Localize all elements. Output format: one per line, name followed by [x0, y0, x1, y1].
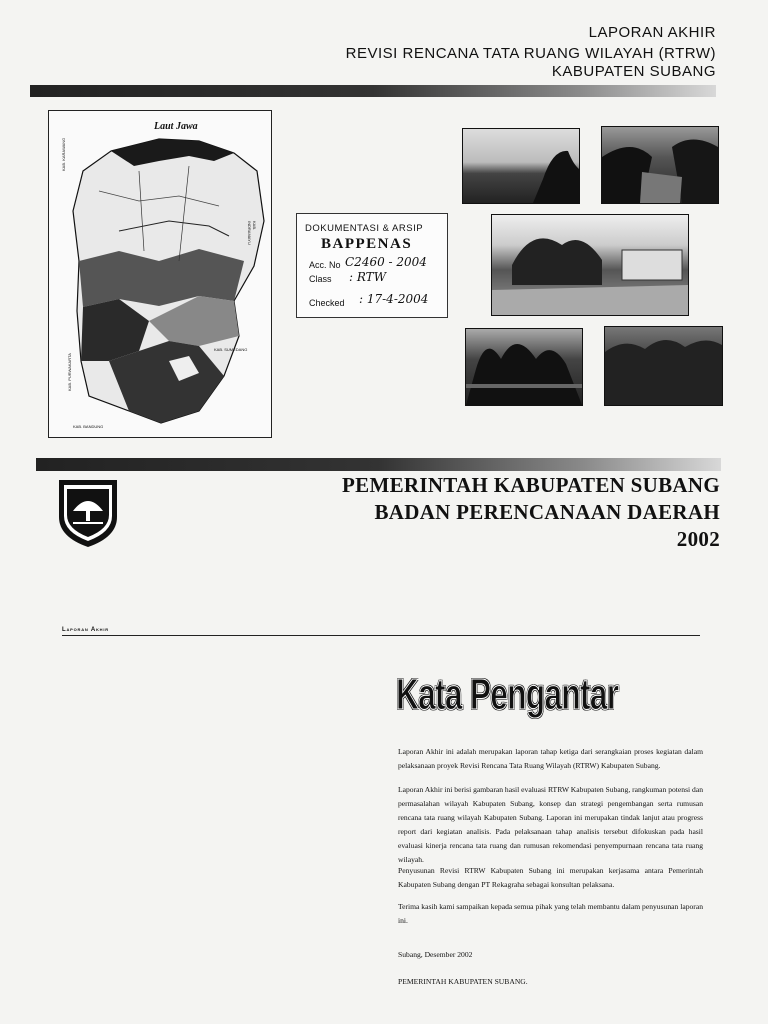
photo-beach: [462, 128, 580, 204]
intro-paragraph-4: Terima kasih kami sampaikan kepada semua pihak yang telah membantu dalam penyusunan laporan ini.: [398, 902, 703, 925]
photo-beach-graphic: [463, 129, 579, 203]
signoff: PEMERINTAH KABUPATEN SUBANG.: [398, 977, 528, 986]
map-label-indramayu: KAB. INDRAMAYU: [247, 221, 257, 245]
stamp-acc-value: C2460 - 2004: [345, 255, 427, 269]
photo-building-graphic: [492, 215, 688, 315]
emblem-shield-icon: [55, 477, 121, 549]
photo-river-graphic: [602, 127, 718, 203]
middle-divider-bar: [36, 458, 721, 471]
stamp-acc-label: Acc. No: [309, 260, 341, 270]
gov-title: PEMERINTAH KABUPATEN SUBANG: [342, 473, 720, 497]
intro-paragraph-1: Laporan Akhir ini adalah merupakan laporan tahap ketiga dari serangkaian proses kegiatan dalam pelaksanaan proyek Revisi Rencana Tata Ruang Wilayah (RTRW) Kabupaten Subang.: [398, 747, 703, 770]
running-header: Laporan Akhir: [62, 627, 109, 633]
stamp-title: DOKUMENTASI & ARSIP: [305, 223, 424, 234]
report-title: REVISI RENCANA TATA RUANG WILAYAH (RTRW): [345, 45, 716, 62]
intro-paragraph-2: Laporan Akhir ini berisi gambaran hasil evaluasi RTRW Kabupaten Subang, rangkuman potensi dan permasalahan wilayah Kabupaten Subang, konsep dan strategi pengembangan serta rumusan rencana tata ruang wilayah Kabupaten Subang. Laporan ini merupakan tindak lanjut atau progress report dari kegiatan analisis. Pada pelaksanaan tahap analisis tersebut difokuskan pada hasil evaluasi kinerja rencana tata ruang dan rumusan rekomendasi penyempurnaan rencana tata ruang wilayah.: [398, 785, 703, 864]
photo-palms-graphic: [466, 329, 582, 405]
map-label-sumedang: KAB. SUMEDANG: [214, 347, 248, 352]
map-label-karawang: KAB. KARAWANG: [61, 137, 66, 171]
stamp-checked-label: Checked: [309, 298, 345, 308]
stamp-class-value: : RTW: [349, 270, 387, 284]
subang-map: [48, 110, 272, 438]
map-label-bandung: KAB. BANDUNG: [73, 424, 104, 429]
stamp-checked-value: : 17-4-2004: [359, 292, 429, 306]
photo-building: [491, 214, 689, 316]
photo-river: [601, 126, 719, 204]
publication-year: 2002: [676, 527, 720, 551]
stamp-org: BAPPENAS: [321, 236, 413, 252]
agency-title: BADAN PERENCANAAN DAERAH: [374, 500, 720, 524]
map-label-purwakarta: KAB. PURWAKARTA: [67, 353, 72, 391]
report-region: KABUPATEN SUBANG: [551, 63, 716, 80]
subang-emblem: [55, 477, 121, 554]
stamp-checked-text: 17-4-2004: [366, 292, 429, 306]
intro-paragraph-3: Penyusunan Revisi RTRW Kabupaten Subang ini merupakan kerjasama antara Pemerintah Kabupaten Subang dengan PT Rekagraha sebagai konsultan pelaksana.: [398, 866, 703, 889]
stamp-class-label: Class: [309, 274, 332, 284]
photo-palms: [465, 328, 583, 406]
running-header-rule: [62, 635, 700, 636]
photo-forest: [604, 326, 723, 406]
photo-forest-graphic: [605, 327, 722, 405]
kata-pengantar-title: Kata Pengantar: [396, 670, 619, 719]
map-sea-label: Laut Jawa: [154, 121, 198, 132]
archive-stamp: [296, 213, 448, 318]
top-divider-bar: [30, 85, 716, 97]
map-graphic: [49, 111, 271, 437]
place-date: Subang, Desember 2002: [398, 950, 473, 959]
stamp-class-text: RTW: [356, 270, 387, 284]
report-type: LAPORAN AKHIR: [588, 24, 716, 41]
